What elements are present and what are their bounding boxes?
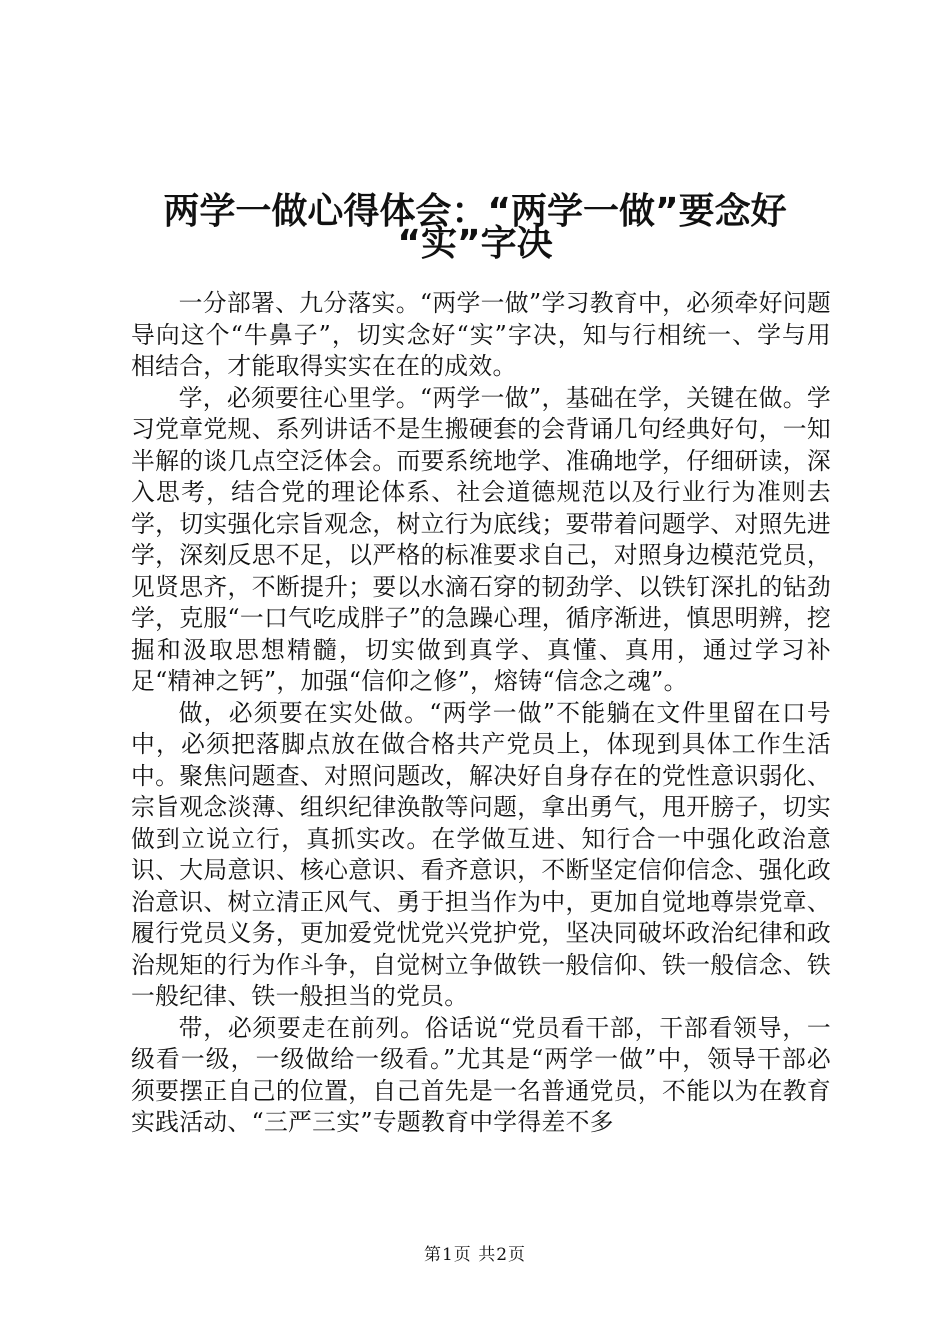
document-body [131, 288, 831, 1139]
page-number-footer: 第1页 共2页 [423, 1245, 527, 1265]
document-title-line1: 两学一做心得体会：“两学一做”要念好 [163, 191, 787, 232]
paragraph-intro: 一分部署、九分落实。“两学一做”学习教育中，必须牵好问题导向这个“牛鼻子”，切实念好“实”字决，知与行相统一、学与用相结合，才能取得实实在在的成效。 [131, 289, 831, 380]
paragraph-study: 学，必须要往心里学。“两学一做”，基础在学，关键在做。学习党章党规、系列讲话不是生搬硬套的会背诵几句经典好句，一知半解的谈几点空泛体会。而要系统地学、准确地学，仔细研读，深入思考，结合党的理论体系、社会道德规范以及行业行为准则去学，切实强化宗旨观念，树立行为底线；要带着问题学、对照先进学，深刻反思不足，以严格的标准要求自己，对照身边模范党员，见贤思齐，不断提升；要以水滴石穿的韧劲学、以铁钉深扎的钻劲学，克服“一口气吃成胖子”的急躁心理，循序渐进，慎思明辨，挖掘和汲取思想精髓，切实做到真学、真懂、真用，通过学习补足“精神之钙”，加强“信仰之修”，熔铸“信念之魂”。 [131, 383, 831, 695]
paragraph-lead: 带，必须要走在前列。俗话说“党员看干部，干部看领导，一级看一级，一级做给一级看。”尤其是“两学一做”中，领导干部必须要摆正自己的位置，自己首先是一名普通党员，不能以为在教育实践活动、“三严三实”专题教育中学得差不多 [131, 1013, 831, 1136]
paragraph-do: 做，必须要在实处做。“两学一做”不能躺在文件里留在口号中，必须把落脚点放在做合格共产党员上，体现到具体工作生活中。聚焦问题查、对照问题改，解决好自身存在的党性意识弱化、宗旨观念淡薄、组织纪律涣散等问题，拿出勇气，甩开膀子，切实做到立说立行，真抓实改。在学做互进、知行合一中强化政治意识、大局意识、核心意识、看齐意识，不断坚定信仰信念、强化政治意识、树立清正风气、勇于担当作为中，更加自觉地尊崇党章、履行党员义务，更加爱党忧党兴党护党，坚决同破坏政治纪律和政治规矩的行为作斗争，自觉树立争做铁一般信仰、铁一般信念、铁一般纪律、铁一般担当的党员。 [131, 698, 831, 1010]
document-title-line2: “实”字决 [397, 223, 553, 264]
